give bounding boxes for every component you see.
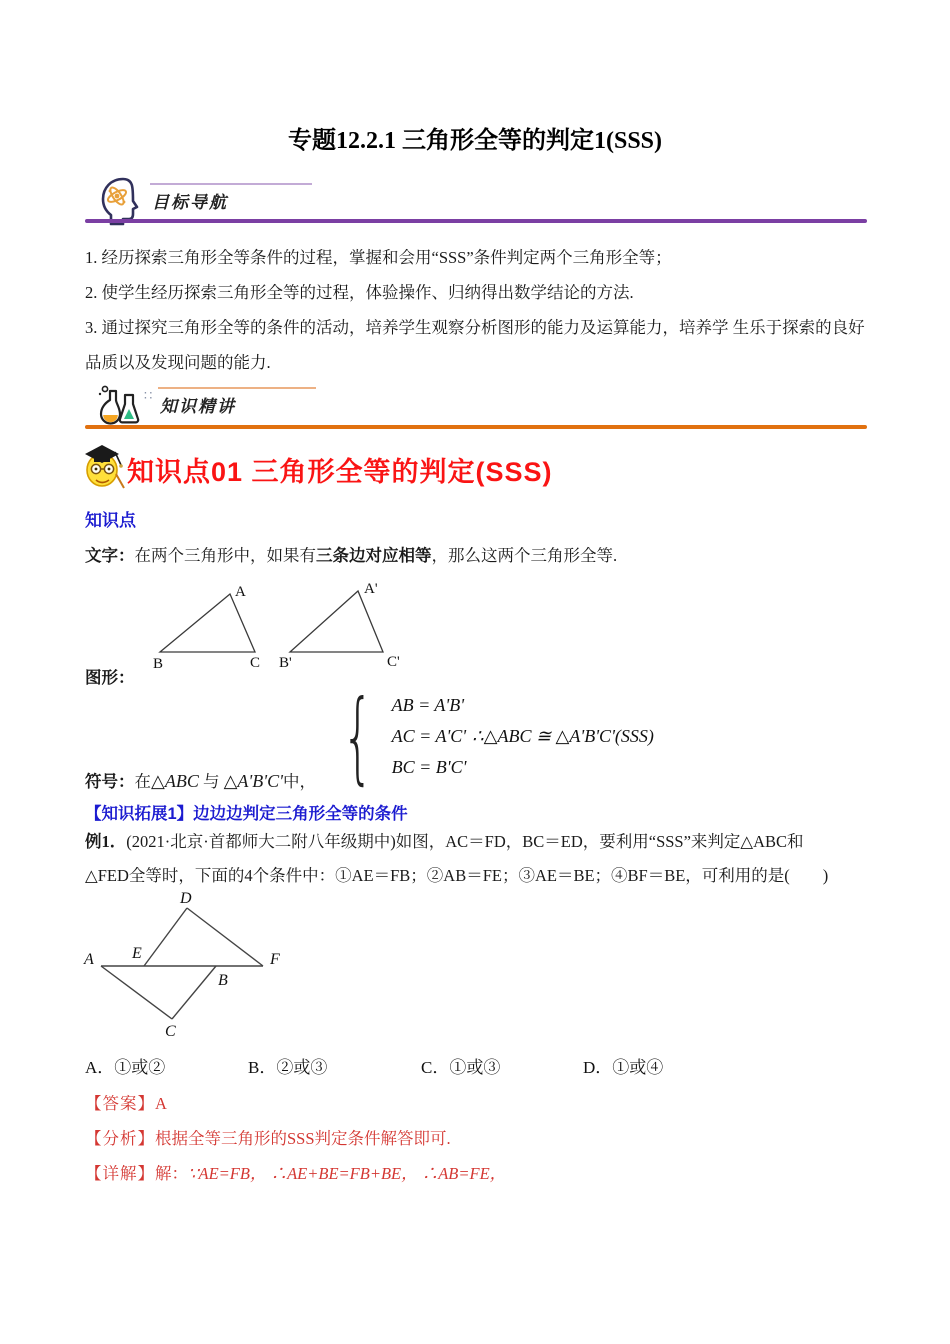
example-line-2: △FED全等时，下面的4个条件中：①AE＝FB；②AB＝FE；③AE＝BE；④BF＝BE，可利用的是( ) (85, 866, 829, 885)
example-line-1 (85, 828, 875, 852)
objective-item: 1. 经历探索三角形全等条件的过程，掌握和会用“SSS”条件判定两个三角形全等； (85, 248, 672, 267)
option-a: A．①或② (85, 1058, 166, 1077)
triangles-figure (140, 580, 410, 680)
detail-math: ∵AE=FB， ∴AE+BE=FB+BE， ∴AB=FE， (188, 1164, 507, 1183)
objectives-list (85, 240, 871, 380)
symbol-pre: 在 (134, 772, 151, 791)
vertex-label: A (84, 951, 94, 968)
lecture-thin-divider (158, 387, 316, 389)
analysis-tag: 【分析】 (85, 1129, 155, 1148)
scholar-emoji-icon (82, 438, 126, 494)
symbol-label: 符号： (85, 772, 135, 791)
knowledge-point-header: 知识点01 三角形全等的判定(SSS) (127, 457, 553, 487)
expansion-header: 【知识拓展1】边边边判定三角形全等的条件 (85, 805, 408, 823)
analysis-row (85, 1125, 451, 1149)
text-label: 文字： (85, 546, 135, 565)
option-c: C．①或③ (421, 1058, 501, 1077)
symbol-row (85, 768, 316, 792)
figure-label-row (85, 664, 135, 688)
definition-post: ，那么这两个三角形全等. (431, 546, 618, 565)
definition-bold: 三条边对应相等 (316, 546, 432, 565)
vertex-label: B (218, 972, 228, 989)
detail-row (85, 1160, 506, 1184)
triangle-abc: △ABC (151, 771, 199, 791)
symbol-post: 中， (282, 772, 316, 791)
vertex-label: C (250, 655, 261, 671)
vertex-label: B' (279, 655, 292, 671)
figure-label: 图形： (85, 668, 135, 687)
analysis-text: 根据全等三角形的SSS判定条件解答即可. (155, 1129, 451, 1148)
equation-row: BC = B'C' (391, 757, 467, 777)
vertex-label: A' (364, 581, 378, 597)
nav-banner-label: 目标导航 (152, 193, 228, 212)
knowledge-point-label: 知识点 (85, 511, 136, 530)
conclusion-text: ∴△ABC ≅ △A'B'C'(SSS) (472, 726, 654, 746)
answer-row (85, 1090, 167, 1114)
lecture-banner-label: 知识精讲 (160, 397, 236, 416)
detail-pre: 解： (155, 1164, 188, 1183)
option-d: D．①或④ (583, 1058, 664, 1077)
equation-text: AC = A'C' (391, 726, 467, 746)
equation-row (392, 721, 654, 752)
nav-thin-divider (150, 183, 312, 185)
option-b: B．②或③ (248, 1058, 328, 1077)
vertex-label: B (153, 656, 164, 672)
example-figure (80, 888, 310, 1053)
answer-value: A (155, 1094, 167, 1113)
vertex-label: C' (387, 654, 400, 670)
nav-section-divider (85, 219, 867, 223)
sparkle-icon: ∷ (144, 388, 153, 403)
symbol-mid: 与 (198, 772, 224, 791)
objective-item: 3. 通过探究三角形全等的条件的活动，培养学生观察分析图形的能力及运算能力，培养学 生乐于探索的良好品质以及发现问题的能力. (85, 318, 865, 372)
definition-text-row (85, 542, 617, 566)
brace-glyph: { (341, 677, 374, 795)
detail-tag: 【详解】 (85, 1164, 155, 1183)
lecture-section-divider (85, 425, 867, 429)
sss-equation-block (326, 677, 654, 795)
vertex-label: F (270, 951, 280, 968)
definition-pre: 在两个三角形中，如果有 (134, 546, 316, 565)
triangle-a2b2c2: △A'B'C' (223, 771, 283, 791)
page-title: 专题12.2.1 三角形全等的判定1(SSS) (287, 128, 663, 154)
answer-tag: 【答案】 (85, 1094, 155, 1113)
equation-row: AB = A'B' (391, 695, 465, 715)
vertex-label: E (132, 945, 142, 962)
vertex-label: C (165, 1023, 176, 1040)
vertex-label: A (235, 584, 246, 600)
objective-item: 2. 使学生经历探索三角形全等的过程，体验操作、归纳得出数学结论的方法. (85, 283, 634, 302)
example-prefix: 例1． (85, 832, 127, 851)
example-text-1: (2021·北京·首都师大二附八年级期中)如图，AC＝FD，BC＝ED，要利用“SSS”来判定△ABC和 (126, 832, 804, 851)
vertex-label: D (180, 890, 192, 907)
